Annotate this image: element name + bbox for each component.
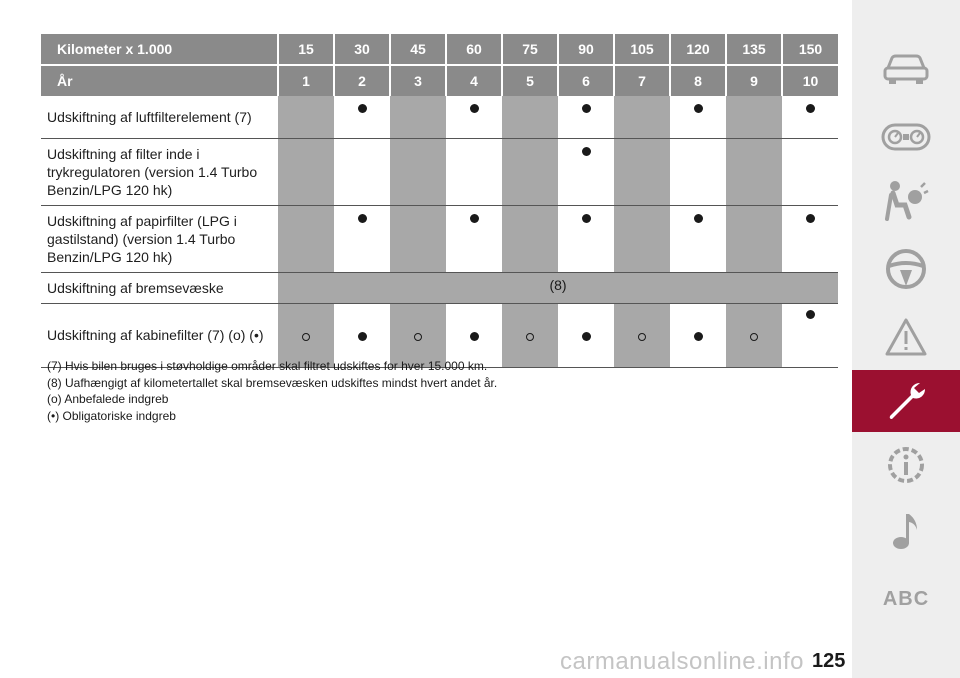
- table-cell: [670, 205, 726, 272]
- chapter-sidebar: [852, 0, 960, 678]
- table-cell: [614, 138, 670, 205]
- header-year-value: 7: [614, 65, 670, 96]
- mandatory-dot-icon: [582, 104, 591, 113]
- header-km-value: 120: [670, 34, 726, 65]
- recommended-ring-icon: [526, 333, 534, 341]
- airbag-icon: [883, 179, 929, 223]
- header-year-value: 10: [782, 65, 838, 96]
- header-year-value: 6: [558, 65, 614, 96]
- header-row-year: [41, 65, 838, 96]
- table-cell: [726, 205, 782, 272]
- table-cell: [334, 138, 390, 205]
- table-cell: [390, 96, 446, 138]
- recommended-ring-icon: [414, 333, 422, 341]
- sidebar-item-dashboard[interactable]: [852, 106, 960, 168]
- recommended-ring-icon: [750, 333, 758, 341]
- table-cell: [670, 138, 726, 205]
- sidebar-item-airbag[interactable]: [852, 170, 960, 232]
- mandatory-dot-icon: [582, 332, 591, 341]
- header-year-value: 3: [390, 65, 446, 96]
- steering-wheel-icon: [885, 248, 927, 290]
- table-cell: [782, 138, 838, 205]
- header-km-value: 75: [502, 34, 558, 65]
- warning-icon: [884, 317, 928, 357]
- maintenance-table-container: [41, 34, 838, 368]
- table-cell: [726, 96, 782, 138]
- sidebar-item-index[interactable]: [852, 568, 960, 630]
- info-gear-icon: [884, 443, 928, 487]
- header-km-value: 150: [782, 34, 838, 65]
- header-row-km: [41, 34, 838, 65]
- footnotes: [47, 358, 497, 424]
- page-number: 125: [812, 650, 846, 672]
- mandatory-dot-icon: [582, 214, 591, 223]
- table-cell: [446, 205, 502, 272]
- header-km-value: 45: [390, 34, 446, 65]
- wrench-icon: [884, 379, 928, 423]
- recommended-ring-icon: [302, 333, 310, 341]
- table-cell: [558, 138, 614, 205]
- footnote: (7) Hvis bilen bruges i støvholdige områder skal filtret udskiftes for hver 15.000 km.: [47, 359, 488, 373]
- footnote: (8) Uafhængigt af kilometertallet skal bremsevæsken udskiftes mindst hvert andet år.: [47, 375, 498, 390]
- table-row: [41, 205, 838, 272]
- recommended-ring-icon: [638, 333, 646, 341]
- header-km-value: 60: [446, 34, 502, 65]
- footnote: (•) Obligatoriske indgreb: [47, 408, 176, 423]
- header-km-value: 90: [558, 34, 614, 65]
- table-cell: [390, 205, 446, 272]
- table-cell: [558, 303, 614, 367]
- table-cell: [614, 96, 670, 138]
- header-km-label: Kilometer x 1.000: [41, 34, 278, 65]
- dashboard-icon: [881, 122, 931, 152]
- table-cell: [614, 205, 670, 272]
- mandatory-dot-icon: [358, 104, 367, 113]
- mandatory-dot-icon: [582, 147, 591, 156]
- table-cell: [390, 138, 446, 205]
- music-note-icon: [891, 510, 921, 552]
- table-cell: [782, 303, 838, 367]
- table-cell: [502, 303, 558, 367]
- index-label: ABC: [882, 587, 930, 610]
- table-cell: [334, 96, 390, 138]
- table-cell: [502, 205, 558, 272]
- sidebar-item-warning[interactable]: [852, 306, 960, 368]
- sidebar-item-car[interactable]: [852, 38, 960, 100]
- table-cell: [334, 205, 390, 272]
- table-cell: [670, 303, 726, 367]
- table-row: [41, 96, 838, 138]
- table-cell: [278, 138, 334, 205]
- row-label: Udskiftning af papirfilter (LPG i gastilstand) (version 1.4 Turbo Benzin/LPG 120 hk): [41, 205, 278, 272]
- header-year-value: 2: [334, 65, 390, 96]
- table-cell: [782, 205, 838, 272]
- table-cell: [502, 138, 558, 205]
- table-cell: [670, 96, 726, 138]
- table-cell: [446, 96, 502, 138]
- mandatory-dot-icon: [470, 332, 479, 341]
- table-cell: [782, 96, 838, 138]
- mandatory-dot-icon: [694, 214, 703, 223]
- table-cell: [558, 205, 614, 272]
- mandatory-dot-icon: [358, 332, 367, 341]
- table-row: [41, 272, 838, 303]
- row-label: Udskiftning af kabinefilter (7) (o) (•): [41, 303, 278, 367]
- header-year-value: 4: [446, 65, 502, 96]
- header-km-value: 15: [278, 34, 334, 65]
- mandatory-dot-icon: [470, 214, 479, 223]
- table-row: [41, 138, 838, 205]
- mandatory-dot-icon: [470, 104, 479, 113]
- sidebar-item-info[interactable]: [852, 434, 960, 496]
- mandatory-dot-icon: [694, 104, 703, 113]
- header-year-value: 5: [502, 65, 558, 96]
- header-year-value: 9: [726, 65, 782, 96]
- table-cell: [502, 96, 558, 138]
- footnote: (o) Anbefalede indgreb: [47, 392, 169, 406]
- table-cell: [726, 138, 782, 205]
- mandatory-dot-icon: [694, 332, 703, 341]
- header-km-value: 105: [614, 34, 670, 65]
- header-km-value: 30: [334, 34, 390, 65]
- sidebar-item-steering[interactable]: [852, 238, 960, 300]
- header-year-value: 8: [670, 65, 726, 96]
- table-cell: [558, 96, 614, 138]
- table-cell: [446, 138, 502, 205]
- sidebar-item-multimedia[interactable]: [852, 500, 960, 562]
- header-km-value: 135: [726, 34, 782, 65]
- mandatory-dot-icon: [358, 214, 367, 223]
- table-cell: [726, 303, 782, 367]
- header-year-value: 1: [278, 65, 334, 96]
- maintenance-table: [41, 34, 838, 368]
- table-cell: [278, 205, 334, 272]
- row-label: Udskiftning af filter inde i trykregulatoren (version 1.4 Turbo Benzin/LPG 120 hk): [41, 138, 278, 205]
- sidebar-item-maintenance[interactable]: [852, 370, 960, 432]
- mandatory-dot-icon: [806, 104, 815, 113]
- row-label: Udskiftning af luftfilterelement (7): [41, 96, 278, 138]
- car-icon: [882, 52, 930, 86]
- span-cell: (8): [278, 272, 838, 303]
- watermark: carmanualsonline.info: [560, 648, 804, 675]
- header-year-label: År: [41, 65, 278, 96]
- mandatory-dot-icon: [806, 310, 815, 319]
- mandatory-dot-icon: [806, 214, 815, 223]
- table-cell: [278, 96, 334, 138]
- row-label: Udskiftning af bremsevæske: [41, 272, 278, 303]
- table-cell: [614, 303, 670, 367]
